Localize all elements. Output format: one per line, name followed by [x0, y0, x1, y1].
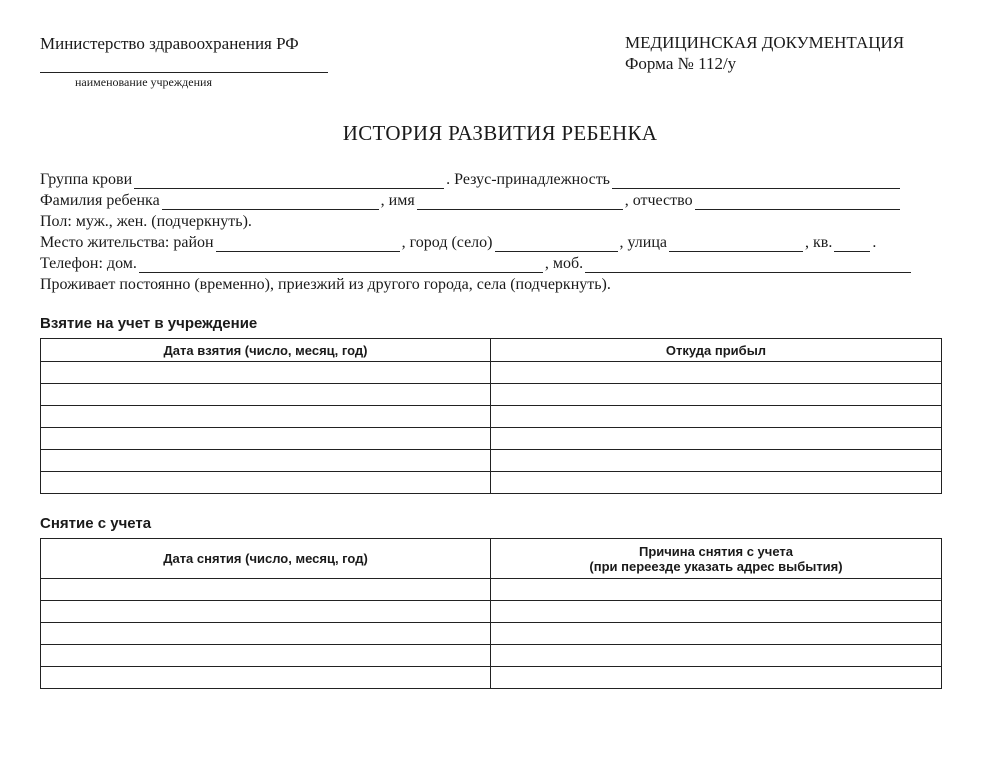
name-field[interactable] — [417, 196, 623, 210]
deregistration-header-row — [41, 539, 942, 579]
mobile-label: , моб. — [544, 255, 584, 272]
form-number: Форма № 112/у — [625, 54, 737, 73]
table-row — [41, 579, 942, 601]
page-title: ИСТОРИЯ РАЗВИТИЯ РЕБЕНКА — [342, 121, 658, 145]
deregistration-reason-cell[interactable] — [491, 667, 942, 689]
deregistration-date-cell[interactable] — [41, 601, 491, 623]
table-row — [41, 472, 942, 494]
registration-date-cell[interactable] — [41, 406, 491, 428]
surname-label: Фамилия ребенка — [40, 192, 160, 209]
patronymic-label: , отчество — [624, 192, 693, 209]
registration-date-cell[interactable] — [41, 472, 491, 494]
deregistration-date-cell[interactable] — [41, 579, 491, 601]
registration-origin-cell[interactable] — [491, 406, 942, 428]
institution-caption: наименование учреждения — [75, 75, 212, 89]
deregistration-reason-header — [491, 539, 942, 579]
district-field[interactable] — [216, 238, 400, 252]
district-label: Место жительства: район — [40, 234, 214, 251]
table-row — [41, 450, 942, 472]
doc-type: МЕДИЦИНСКАЯ ДОКУМЕНТАЦИЯ — [625, 33, 905, 52]
registration-date-cell[interactable] — [41, 384, 491, 406]
ministry-name: Министерство здравоохранения РФ — [40, 34, 299, 53]
rh-label: . Резус-принадлежность — [446, 171, 610, 188]
sex-text: Пол: муж., жен. (подчеркнуть). — [40, 213, 252, 230]
table-row — [41, 428, 942, 450]
registration-origin-cell[interactable] — [491, 450, 942, 472]
registration-origin-cell[interactable] — [491, 362, 942, 384]
registration-origin-cell[interactable] — [491, 384, 942, 406]
deregistration-reason-cell[interactable] — [491, 645, 942, 667]
residence-row — [40, 231, 940, 252]
phone-label: Телефон: дом. — [40, 255, 137, 272]
mobile-phone-field[interactable] — [585, 259, 911, 273]
deregistration-date-cell[interactable] — [41, 645, 491, 667]
sex-row — [40, 210, 940, 231]
deregistration-date-header: Дата снятия (число, месяц, год) — [41, 539, 491, 579]
table-row — [41, 406, 942, 428]
blood-row — [40, 168, 940, 189]
table-row — [41, 384, 942, 406]
table-row — [41, 601, 942, 623]
table-row — [41, 623, 942, 645]
institution-name-line[interactable] — [40, 72, 328, 73]
home-phone-field[interactable] — [139, 259, 543, 273]
registration-header-row — [41, 339, 942, 362]
deregistration-reason-line1: Причина снятия с учета — [638, 543, 793, 559]
registration-date-header: Дата взятия (число, месяц, год) — [41, 339, 491, 362]
blood-group-field[interactable] — [134, 175, 444, 189]
registration-date-cell[interactable] — [41, 428, 491, 450]
child-info-fields — [40, 168, 940, 294]
rh-field[interactable] — [612, 175, 900, 189]
deregistration-table — [40, 538, 942, 689]
apt-field[interactable] — [834, 238, 870, 252]
apt-label: , кв. — [805, 234, 833, 251]
registration-origin-cell[interactable] — [491, 428, 942, 450]
blood-group-label: Группа крови — [40, 171, 133, 188]
registration-title: Взятие на учет в учреждение — [40, 315, 258, 332]
deregistration-reason-cell[interactable] — [491, 579, 942, 601]
document-header — [625, 32, 904, 74]
deregistration-reason-cell[interactable] — [491, 623, 942, 645]
residence-status-text: Проживает постоянно (временно), приезжий из другого города, села (подчеркнуть). — [40, 276, 611, 293]
apt-end: . — [872, 234, 877, 251]
table-row — [41, 362, 942, 384]
registration-table — [40, 338, 942, 494]
residence-status-row — [40, 273, 940, 294]
table-row — [41, 667, 942, 689]
deregistration-reason-cell[interactable] — [491, 601, 942, 623]
street-label: , улица — [619, 234, 668, 251]
name-label: , имя — [380, 192, 415, 209]
surname-field[interactable] — [162, 196, 379, 210]
registration-date-cell[interactable] — [41, 362, 491, 384]
name-row — [40, 189, 940, 210]
registration-origin-cell[interactable] — [491, 472, 942, 494]
deregistration-reason-line2: (при переезде указать адрес выбытия) — [589, 558, 843, 574]
registration-date-cell[interactable] — [41, 450, 491, 472]
registration-origin-header: Откуда прибыл — [491, 339, 942, 362]
table-row — [41, 645, 942, 667]
patronymic-field[interactable] — [695, 196, 900, 210]
deregistration-title: Снятие с учета — [40, 515, 152, 532]
street-field[interactable] — [669, 238, 803, 252]
deregistration-date-cell[interactable] — [41, 623, 491, 645]
city-field[interactable] — [495, 238, 618, 252]
city-label: , город (село) — [401, 234, 493, 251]
phone-row — [40, 252, 940, 273]
deregistration-date-cell[interactable] — [41, 667, 491, 689]
